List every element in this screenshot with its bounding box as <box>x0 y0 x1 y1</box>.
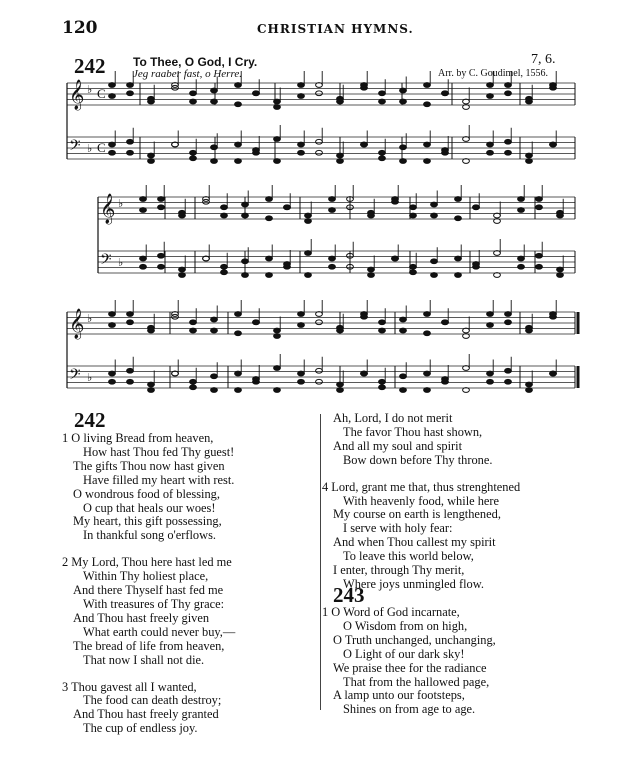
note-head <box>526 159 533 164</box>
note-head <box>190 385 197 390</box>
note-head <box>379 156 386 161</box>
note-head <box>424 331 431 336</box>
note-head <box>298 379 305 384</box>
note-head <box>127 379 134 384</box>
note-head <box>487 312 494 317</box>
note-head <box>316 150 323 155</box>
note-head <box>505 91 512 96</box>
note-head <box>487 379 494 384</box>
note-head <box>127 368 134 373</box>
note-head <box>536 253 543 258</box>
key-flat-icon: ♭ <box>118 256 124 269</box>
verse-line: I enter, through Thy merit, <box>333 563 465 578</box>
note-head <box>211 88 218 93</box>
note-head <box>455 256 462 261</box>
note-head <box>368 210 375 215</box>
note-head <box>298 150 305 155</box>
note-head <box>211 374 218 379</box>
verse-line: That now I shall not die. <box>83 652 205 667</box>
note-head <box>148 159 155 164</box>
note-head <box>235 371 242 376</box>
note-head <box>127 91 134 96</box>
note-head <box>487 323 494 328</box>
note-head <box>526 153 533 158</box>
note-head <box>487 371 494 376</box>
note-head <box>424 388 431 393</box>
note-head <box>487 142 494 147</box>
tune-original-title: Jeg raaber fast, o Herre. <box>133 68 242 80</box>
note-head <box>316 368 323 373</box>
verse-line: In thankful song o'erflows. <box>83 528 216 543</box>
note-head <box>400 159 407 164</box>
note-head <box>455 273 462 278</box>
note-head <box>211 388 218 393</box>
note-head <box>550 85 557 90</box>
note-head <box>424 371 431 376</box>
note-head <box>253 377 260 382</box>
note-head <box>316 320 323 325</box>
note-head <box>298 94 305 99</box>
note-head <box>505 139 512 144</box>
note-head <box>190 150 197 155</box>
note-head <box>337 382 344 387</box>
meter: 7, 6. <box>531 52 556 67</box>
note-head <box>127 320 134 325</box>
note-head <box>284 205 291 210</box>
note-head <box>253 320 260 325</box>
note-head <box>379 385 386 390</box>
page-number: 120 <box>62 18 98 38</box>
verse-line: With heavenly food, while here <box>343 493 500 508</box>
verse-line: The food can death destroy; <box>83 693 222 708</box>
note-head <box>400 388 407 393</box>
note-head <box>148 388 155 393</box>
bass-clef-icon: 𝄢 <box>69 366 81 387</box>
note-head <box>424 102 431 107</box>
note-head <box>337 159 344 164</box>
note-head <box>526 388 533 393</box>
note-head <box>235 312 242 317</box>
key-flat-icon: ♭ <box>87 371 93 384</box>
column-divider <box>320 414 321 710</box>
verse-line: That from the hallowed page, <box>343 674 490 689</box>
note-head <box>158 197 165 202</box>
verse-line: O Light of our dark sky! <box>343 646 465 661</box>
note-head <box>274 159 281 164</box>
verse-line: O wondrous food of blessing, <box>73 486 220 501</box>
note-head <box>361 371 368 376</box>
verse-line: The bread of life from heaven, <box>73 638 225 653</box>
note-head <box>379 150 386 155</box>
note-head <box>266 273 273 278</box>
note-head <box>158 205 165 210</box>
note-head <box>557 210 564 215</box>
verse-line: Have filled my heart with rest. <box>83 472 235 487</box>
note-head <box>536 197 543 202</box>
note-head <box>140 197 147 202</box>
verse-line: Ah, Lord, I do not merit <box>333 411 453 425</box>
note-head <box>305 273 312 278</box>
note-head <box>235 388 242 393</box>
note-head <box>235 142 242 147</box>
note-head <box>266 256 273 261</box>
note-head <box>424 142 431 147</box>
note-head <box>505 83 512 88</box>
verse-line: Where joys unmingled flow. <box>343 576 484 591</box>
note-head <box>211 328 218 333</box>
note-head <box>442 377 449 382</box>
verse-line: With treasures of Thy grace: <box>83 596 225 611</box>
verse-line: Bow down before Thy throne. <box>343 452 493 467</box>
verse-line: 3 Thou gavest all I wanted, <box>62 679 197 694</box>
note-head <box>526 325 533 330</box>
note-head <box>274 137 281 142</box>
note-head <box>526 382 533 387</box>
note-head <box>410 264 417 269</box>
note-head <box>298 83 305 88</box>
note-head <box>242 259 249 264</box>
note-head <box>400 317 407 322</box>
note-head <box>431 202 438 207</box>
note-head <box>305 219 312 224</box>
note-head <box>400 145 407 150</box>
note-head <box>424 83 431 88</box>
key-flat-icon: ♭ <box>87 142 93 155</box>
note-head <box>473 262 480 267</box>
note-head <box>109 323 116 328</box>
note-head <box>329 256 336 261</box>
note-head <box>410 205 417 210</box>
note-head <box>473 205 480 210</box>
note-head <box>305 251 312 256</box>
note-head <box>505 150 512 155</box>
verse-line: O Truth unchanged, unchanging, <box>333 632 496 647</box>
treble-clef-icon: 𝄞 <box>69 309 85 339</box>
bass-clef-icon: 𝄢 <box>100 251 112 272</box>
note-head <box>179 273 186 278</box>
note-head <box>557 273 564 278</box>
note-head <box>316 91 323 96</box>
note-head <box>148 96 155 101</box>
verse-line: And when Thou callest my spirit <box>333 535 496 550</box>
note-head <box>211 99 218 104</box>
note-head <box>379 99 386 104</box>
note-head <box>361 142 368 147</box>
verse-line: And all my soul and spirit <box>333 438 463 453</box>
note-head <box>424 312 431 317</box>
note-head <box>487 83 494 88</box>
verse-line: How hast Thou fed Thy guest! <box>83 444 235 459</box>
note-head <box>211 159 218 164</box>
note-head <box>284 262 291 267</box>
note-head <box>190 328 197 333</box>
note-head <box>140 208 147 213</box>
note-head <box>148 382 155 387</box>
note-head <box>140 264 147 269</box>
hymn-number-243: 243 <box>333 583 365 607</box>
note-head <box>368 267 375 272</box>
note-head <box>431 259 438 264</box>
right-verse-column <box>322 412 520 592</box>
note-head <box>550 371 557 376</box>
note-head <box>400 99 407 104</box>
note-head <box>337 388 344 393</box>
note-head <box>190 320 197 325</box>
note-head <box>298 371 305 376</box>
note-head <box>505 312 512 317</box>
note-head <box>211 317 218 322</box>
note-head <box>298 312 305 317</box>
bass-clef-icon: 𝄢 <box>69 137 81 158</box>
note-head <box>127 139 134 144</box>
verse-line: My heart, this gift possessing, <box>73 514 222 529</box>
verse-line: The gifts Thou now hast given <box>73 458 225 473</box>
verse-line: O Wisdom from on high, <box>343 618 468 633</box>
key-flat-icon: ♭ <box>87 83 93 96</box>
note-head <box>431 213 438 218</box>
note-head <box>298 142 305 147</box>
note-head <box>400 328 407 333</box>
note-head <box>221 205 228 210</box>
note-head <box>505 320 512 325</box>
note-head <box>253 91 260 96</box>
note-head <box>266 197 273 202</box>
note-head <box>379 91 386 96</box>
note-head <box>109 371 116 376</box>
verse-line: O cup that heals our woes! <box>83 500 216 515</box>
treble-clef-icon: 𝄞 <box>100 194 116 224</box>
tune-title: To Thee, O God, I Cry. <box>133 55 258 69</box>
note-head <box>235 331 242 336</box>
key-flat-icon: ♭ <box>118 197 124 210</box>
verse-line: We praise thee for the radiance <box>333 660 487 675</box>
note-head <box>487 150 494 155</box>
note-head <box>379 320 386 325</box>
verse-line: 2 My Lord, Thou here hast led me <box>62 555 232 570</box>
note-head <box>274 334 281 339</box>
note-head <box>274 328 281 333</box>
note-head <box>442 148 449 153</box>
treble-clef-icon: 𝄞 <box>69 80 85 110</box>
verse-line: And Thou hast freely given <box>73 610 210 625</box>
note-head <box>190 379 197 384</box>
note-head <box>179 267 186 272</box>
left-verse-column <box>62 432 235 736</box>
note-head <box>127 150 134 155</box>
note-head <box>127 83 134 88</box>
note-head <box>148 325 155 330</box>
note-head <box>337 325 344 330</box>
note-head <box>298 323 305 328</box>
note-head <box>221 264 228 269</box>
verse-line: Shines on from age to age. <box>343 702 476 717</box>
note-head <box>487 94 494 99</box>
verse-line: What earth could never buy,— <box>83 624 236 639</box>
verse-line: A lamp unto our footsteps, <box>333 688 465 703</box>
verse-line: The favor Thou hast shown, <box>343 424 483 439</box>
note-head <box>518 208 525 213</box>
note-head <box>379 328 386 333</box>
note-head <box>158 264 165 269</box>
note-head <box>550 142 557 147</box>
tune-hymn-number: 242 <box>74 54 106 78</box>
note-head <box>337 96 344 101</box>
note-head <box>400 88 407 93</box>
note-head <box>536 205 543 210</box>
key-flat-icon: ♭ <box>87 312 93 325</box>
note-head <box>221 270 228 275</box>
note-head <box>329 197 336 202</box>
note-head <box>190 156 197 161</box>
note-head <box>400 374 407 379</box>
note-head <box>179 210 186 215</box>
note-head <box>109 379 116 384</box>
common-time-icon: C <box>97 140 106 155</box>
note-head <box>455 197 462 202</box>
note-head <box>190 99 197 104</box>
note-head <box>442 320 449 325</box>
note-head <box>109 150 116 155</box>
note-head <box>316 379 323 384</box>
verse-line: 1 O Word of God incarnate, <box>322 605 460 619</box>
note-head <box>410 270 417 275</box>
note-head <box>274 388 281 393</box>
note-head <box>221 213 228 218</box>
note-head <box>536 264 543 269</box>
note-head <box>242 213 249 218</box>
note-head <box>148 153 155 158</box>
note-head <box>274 366 281 371</box>
verse-line: And Thou hast freely granted <box>73 707 219 722</box>
common-time-icon: C <box>97 86 106 101</box>
note-head <box>505 368 512 373</box>
note-head <box>109 83 116 88</box>
note-head <box>109 312 116 317</box>
note-head <box>557 267 564 272</box>
note-head <box>442 91 449 96</box>
note-head <box>361 85 368 90</box>
note-head <box>337 153 344 158</box>
verse-line: My course on earth is lengthened, <box>333 507 501 522</box>
note-head <box>266 216 273 221</box>
note-head <box>190 91 197 96</box>
note-head <box>329 208 336 213</box>
note-head <box>410 213 417 218</box>
verse-line: I serve with holy fear: <box>343 521 453 536</box>
arranger-credit: Arr. by C. Goudimel, 1556. <box>438 68 548 79</box>
note-head <box>361 314 368 319</box>
note-head <box>274 99 281 104</box>
verse-line: 4 Lord, grant me that, thus strenghtened <box>322 479 521 494</box>
note-head <box>242 273 249 278</box>
note-head <box>211 145 218 150</box>
note-head <box>424 159 431 164</box>
note-head <box>109 142 116 147</box>
note-head <box>305 213 312 218</box>
right-verse-column-243 <box>322 606 496 717</box>
note-head <box>316 139 323 144</box>
note-head <box>140 256 147 261</box>
note-head <box>235 83 242 88</box>
note-head <box>127 312 134 317</box>
verse-line: The cup of endless joy. <box>83 721 198 736</box>
verse-line: To leave this world below, <box>343 549 474 564</box>
note-head <box>392 256 399 261</box>
stanza-gap <box>62 668 235 681</box>
note-head <box>431 273 438 278</box>
note-head <box>518 256 525 261</box>
verse-line: And there Thyself hast fed me <box>73 583 224 598</box>
note-head <box>253 148 260 153</box>
note-head <box>392 199 399 204</box>
stanza-gap <box>322 468 520 481</box>
verse-line: 1 O living Bread from heaven, <box>62 431 214 445</box>
note-head <box>550 314 557 319</box>
note-head <box>235 102 242 107</box>
note-head <box>329 264 336 269</box>
verse-line: Within Thy holiest place, <box>83 569 209 584</box>
note-head <box>242 202 249 207</box>
note-head <box>109 94 116 99</box>
note-head <box>368 273 375 278</box>
note-head <box>505 379 512 384</box>
note-head <box>379 379 386 384</box>
note-head <box>235 159 242 164</box>
note-head <box>455 216 462 221</box>
running-title: CHRISTIAN HYMNS. <box>257 22 414 36</box>
note-head <box>518 264 525 269</box>
note-head <box>274 105 281 110</box>
hymn-number-242: 242 <box>74 408 106 432</box>
note-head <box>158 253 165 258</box>
note-head <box>518 197 525 202</box>
note-head <box>526 96 533 101</box>
